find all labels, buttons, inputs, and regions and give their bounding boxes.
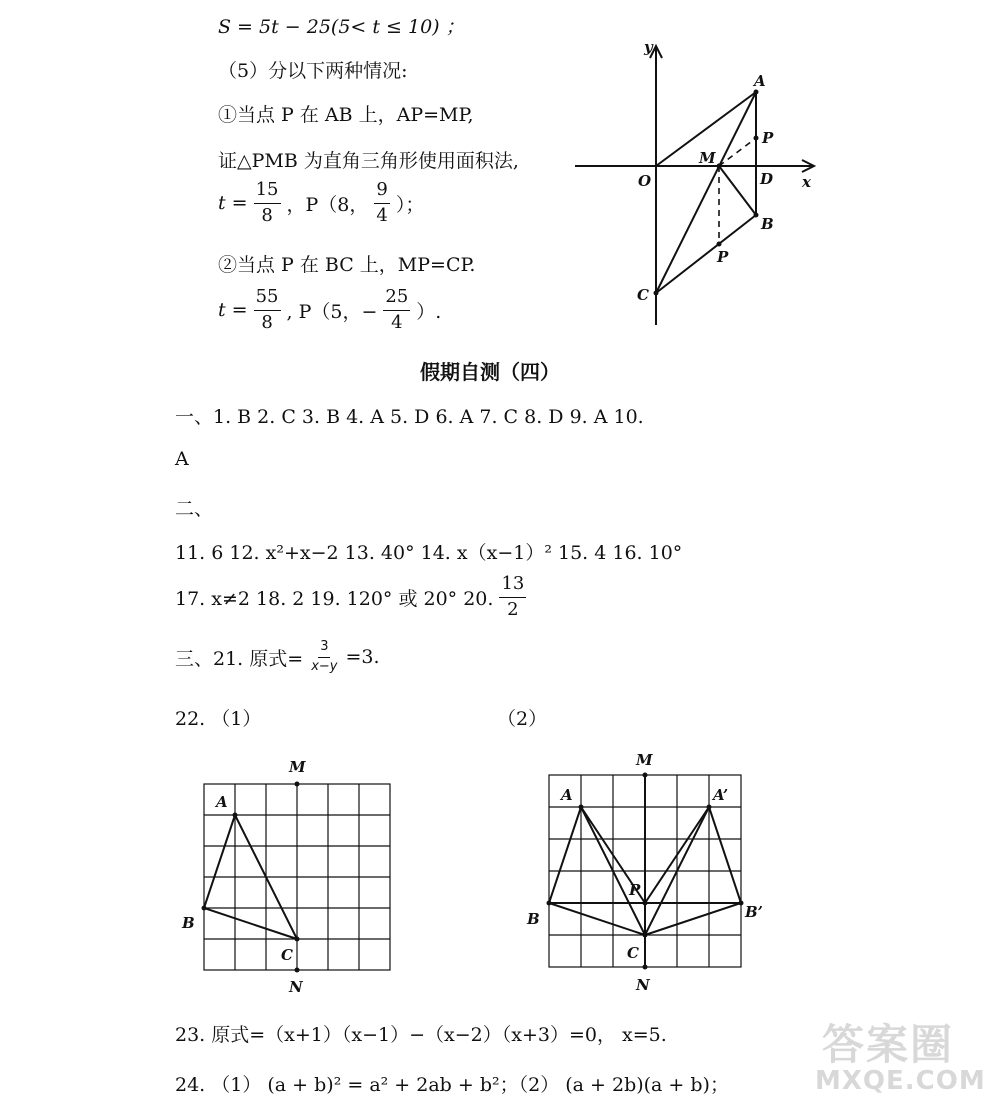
segment-cb xyxy=(656,215,756,293)
grid-diagram-1 xyxy=(175,750,405,1000)
label-x: x xyxy=(802,173,811,191)
segment-mb xyxy=(719,166,756,215)
numerator: 13 xyxy=(499,574,526,598)
t-equals: t = xyxy=(218,299,248,322)
point-c xyxy=(654,291,659,296)
grid-diagram-2 xyxy=(520,745,780,1000)
denominator: 8 xyxy=(261,204,273,226)
label-d: D xyxy=(760,170,774,188)
label-b: B xyxy=(527,910,540,928)
label-p-lower: P xyxy=(717,248,729,266)
choice-answers-wrap: A xyxy=(175,448,189,470)
label-a: A xyxy=(561,786,573,804)
watermark-logo: 答案圈 xyxy=(822,1020,955,1069)
label-p-upper: P xyxy=(762,129,774,147)
numerator: 55 xyxy=(254,287,281,311)
case-one: ①当点 P 在 AB 上，AP=MP, xyxy=(218,104,474,126)
section-title: 假期自测（四） xyxy=(420,360,560,384)
case-two-result xyxy=(218,287,441,333)
t-equals: t = xyxy=(218,192,248,215)
fraction xyxy=(374,180,389,226)
formula-s: S = 5t − 25(5< t ≤ 10) ； xyxy=(218,16,465,38)
answer-22-part2: （2） xyxy=(497,708,548,730)
segment-ac xyxy=(656,92,756,293)
fraction xyxy=(309,640,339,675)
point-p-lower xyxy=(717,242,722,247)
label-m: M xyxy=(699,149,716,167)
close-paren: ）. xyxy=(416,300,442,323)
label-p: P xyxy=(629,881,641,899)
fraction xyxy=(383,287,410,333)
label-a: A xyxy=(216,793,228,811)
label-b-prime: B’ xyxy=(745,903,763,921)
point-p: ，P（8， xyxy=(286,193,369,216)
numerator: 15 xyxy=(254,180,281,204)
answer-23: 23. 原式=（x+1）（x−1）−（x−2）（x+3）=0， x=5. xyxy=(175,1024,667,1046)
label-n: N xyxy=(289,978,303,996)
numerator: 9 xyxy=(374,180,389,204)
label-a: A xyxy=(754,72,766,90)
point-b xyxy=(754,213,759,218)
answer-21-prefix: 三、21. 原式= xyxy=(175,647,304,670)
case-one-method: 证△PMB 为直角三角形使用面积法, xyxy=(218,150,519,172)
coordinate-diagram xyxy=(560,30,830,330)
label-a-prime: A’ xyxy=(713,786,729,804)
label-n: N xyxy=(636,976,650,994)
label-m: M xyxy=(636,751,653,769)
point-a xyxy=(754,90,759,95)
case-intro: （5）分以下两种情况: xyxy=(218,60,408,82)
fill-blank-answers-2 xyxy=(175,574,532,620)
label-b: B xyxy=(761,215,774,233)
case-two: ②当点 P 在 BC 上，MP=CP. xyxy=(218,254,476,276)
fraction xyxy=(254,287,281,333)
watermark-url: MXQE.COM xyxy=(815,1066,986,1096)
numerator: 3 xyxy=(318,640,330,658)
label-b: B xyxy=(182,914,195,932)
point-p: , P（5，− xyxy=(286,300,378,323)
close-paren: ）； xyxy=(395,193,425,216)
case-one-result xyxy=(218,180,424,226)
label-m: M xyxy=(289,758,306,776)
answer-22-part1: 22. （1） xyxy=(175,708,262,730)
denominator: 8 xyxy=(261,311,273,333)
label-c: C xyxy=(627,944,639,962)
point-p-upper xyxy=(754,136,759,141)
denominator: 4 xyxy=(376,204,388,226)
answers-17-20: 17. x≠2 18. 2 19. 120° 或 20° 20. xyxy=(175,587,494,610)
answer-24: 24. （1） (a + b)² = a² + 2ab + b²；（2） (a + 2b)(a + b)； xyxy=(175,1074,729,1096)
fraction xyxy=(499,574,526,620)
label-c: C xyxy=(637,286,649,304)
denominator: 4 xyxy=(391,311,403,333)
denominator: 2 xyxy=(507,598,519,620)
numerator: 25 xyxy=(383,287,410,311)
fill-blank-head: 二、 xyxy=(175,498,214,520)
denominator: x−y xyxy=(311,658,338,674)
dashed-mp-upper xyxy=(719,138,756,166)
label-o: O xyxy=(638,172,652,190)
choice-answers: 一、1. B 2. C 3. B 4. A 5. D 6. A 7. C 8. D 9. A 10. xyxy=(175,406,644,428)
label-y: y xyxy=(644,38,653,56)
fraction xyxy=(254,180,281,226)
point-m xyxy=(717,164,722,169)
label-c: C xyxy=(281,946,293,964)
answer-21-suffix: =3. xyxy=(345,646,380,669)
answer-21 xyxy=(175,640,380,675)
fill-blank-answers: 11. 6 12. x²+x−2 13. 40° 14. x（x−1）² 15. 4 16. 10° xyxy=(175,542,683,564)
